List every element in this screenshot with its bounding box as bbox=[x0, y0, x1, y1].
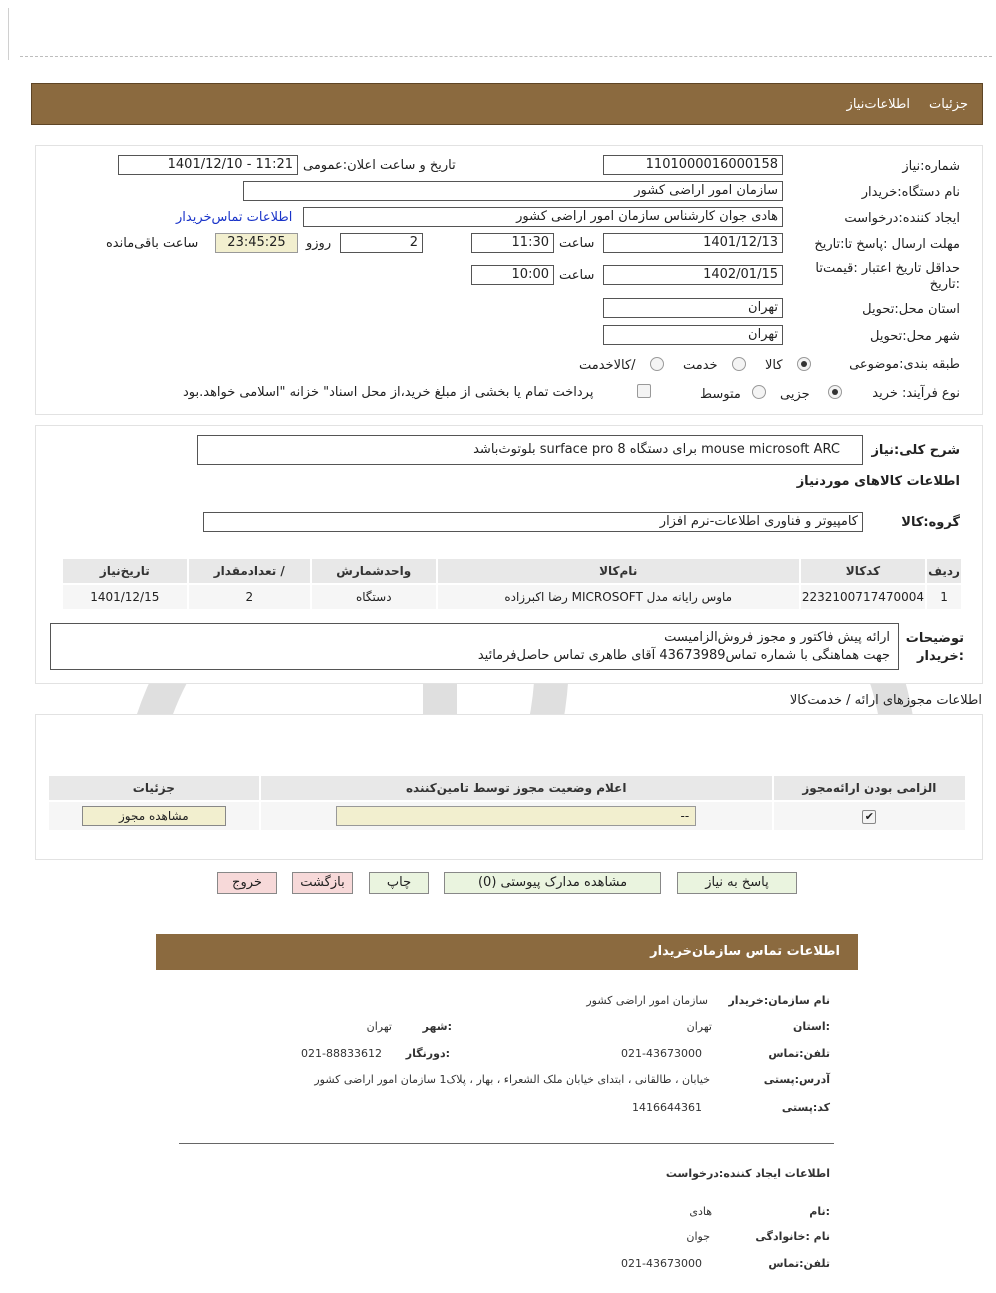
requester-label: ایجاد کننده:درخواست bbox=[844, 211, 960, 226]
cell-date: 1401/12/15 bbox=[62, 584, 188, 610]
category-goods-label: کالا bbox=[765, 358, 783, 373]
requester-field: هادی جوان کارشناس سازمان امور اراضی کشور bbox=[303, 207, 783, 227]
contact-org-label: نام سازمان:خریدار bbox=[728, 994, 830, 1007]
cell-permit-status bbox=[260, 801, 773, 831]
exit-button[interactable]: خروج bbox=[217, 872, 277, 894]
col-unit: واحدشمارش bbox=[311, 558, 437, 584]
process-partial-radio[interactable] bbox=[828, 385, 842, 399]
deadline-time-label: ساعت bbox=[559, 236, 595, 251]
buyer-org-label: نام دستگاه:خریدار bbox=[861, 185, 960, 200]
province-label: استان محل:تحویل bbox=[862, 302, 960, 317]
contact-divider bbox=[179, 1143, 834, 1144]
contact-city-label: :شهر bbox=[422, 1020, 452, 1033]
creator-family-label: نام :خانوادگی bbox=[755, 1230, 830, 1243]
col-row: ردیف bbox=[926, 558, 962, 584]
remaining-label: ساعت باقی‌مانده bbox=[106, 236, 199, 251]
buyer-contact-title: اطلاعات تماس سازمان‌خریدار bbox=[650, 944, 840, 959]
category-label: طبقه بندی:موضوعی bbox=[849, 357, 960, 372]
creator-phone-label: تلفن:تماس bbox=[768, 1257, 830, 1270]
goods-table bbox=[61, 557, 963, 611]
process-medium-radio[interactable] bbox=[752, 385, 766, 399]
deadline-time-field: 11:30 bbox=[471, 233, 554, 253]
cell-name: ماوس رایانه مدل MICROSOFT رضا اکبرزاده bbox=[437, 584, 800, 610]
contact-phone-value: 021-43673000 bbox=[621, 1047, 702, 1060]
print-button[interactable]: چاپ bbox=[369, 872, 429, 894]
cell-qty: 2 bbox=[188, 584, 311, 610]
treasury-payment-note: پرداخت تمام یا بخشی از مبلغ خرید،از محل اسناد" خزانه "اسلامی خواهد.بود bbox=[183, 385, 594, 400]
process-partial-label: جزیی bbox=[780, 387, 810, 402]
summary-field: mouse microsoft ARC برای دستگاه surface pro 8 بلوتوث‌باشد bbox=[197, 435, 863, 465]
announce-datetime-field: 1401/12/10 - 11:21 bbox=[118, 155, 298, 175]
category-goods-radio[interactable] bbox=[797, 357, 811, 371]
contact-address-label: آدرس:پستی bbox=[763, 1073, 830, 1086]
cell-permit-details bbox=[48, 801, 260, 831]
tab-need-info[interactable]: اطلاعات‌نیاز bbox=[846, 97, 910, 112]
contact-province-label: :استان bbox=[793, 1020, 830, 1033]
buyer-notes-box bbox=[50, 623, 899, 670]
table-row bbox=[62, 584, 962, 610]
cell-code: 2232100717470004 bbox=[800, 584, 926, 610]
city-label: شهر محل:تحویل bbox=[870, 329, 960, 344]
reply-button[interactable]: پاسخ به نیاز bbox=[677, 872, 797, 894]
price-validity-label: حداقل تاریخ اعتبار :قیمت‌تا :تاریخ bbox=[815, 261, 960, 292]
days-field: 2 bbox=[340, 233, 423, 253]
creator-phone-value: 021-43673000 bbox=[621, 1257, 702, 1270]
cell-unit: دستگاه bbox=[311, 584, 437, 610]
price-validity-time-field: 10:00 bbox=[471, 265, 554, 285]
goods-group-field: کامپیوتر و فناوری اطلاعات-نرم افزار bbox=[203, 512, 863, 532]
tab-details[interactable]: جزئیات bbox=[929, 97, 968, 112]
process-label: نوع فرآیند: خرید bbox=[872, 386, 960, 401]
buyer-org-field: سازمان امور اراضی کشور bbox=[243, 181, 783, 201]
col-date: تاریخ‌نیاز bbox=[62, 558, 188, 584]
city-field: تهران bbox=[603, 325, 783, 345]
permits-title: اطلاعات مجوزهای ارائه / خدمت‌کالا bbox=[789, 693, 982, 708]
need-number-label: شماره:نیاز bbox=[902, 159, 960, 174]
deadline-label: مهلت ارسال :پاسخ تا:تاریخ bbox=[814, 237, 960, 252]
creator-name-value: هادی bbox=[689, 1205, 712, 1218]
category-both-radio[interactable] bbox=[650, 357, 664, 371]
goods-info-title: اطلاعات کالاهای موردنیاز bbox=[796, 474, 960, 489]
view-permit-button[interactable]: مشاهده مجوز bbox=[82, 806, 226, 826]
category-both-label: /کالاخدمت bbox=[579, 358, 636, 373]
contact-org-value: سازمان امور اراضی کشور bbox=[586, 994, 708, 1007]
back-button[interactable]: بازگشت bbox=[292, 872, 353, 894]
col-permit-status: اعلام وضعیت مجوز توسط تامین‌کننده bbox=[260, 775, 773, 801]
contact-fax-label: :دورنگار bbox=[405, 1047, 450, 1060]
buyer-contact-header bbox=[156, 934, 858, 970]
col-qty: / تعدادمقدار bbox=[188, 558, 311, 584]
top-divider bbox=[20, 56, 992, 57]
contact-phone-label: تلفن:تماس bbox=[768, 1047, 830, 1060]
cell-row: 1 bbox=[926, 584, 962, 610]
contact-fax-value: 021-88833612 bbox=[301, 1047, 382, 1060]
contact-postal-label: کد:پستی bbox=[781, 1101, 830, 1114]
cell-permit-required bbox=[773, 801, 966, 831]
buyer-contact-link[interactable]: اطلاعات تماس‌خریدار bbox=[176, 210, 293, 225]
col-permit-required: الزامی بودن ارائه‌مجوز bbox=[773, 775, 966, 801]
price-validity-time-label: ساعت bbox=[559, 268, 595, 283]
col-name: نام‌کالا bbox=[437, 558, 800, 584]
deadline-date-field: 1401/12/13 bbox=[603, 233, 783, 253]
buyer-notes-line1: ارائه پیش فاکتور و مجوز فروش‌الزامیست bbox=[664, 630, 890, 645]
contact-city-value: تهران bbox=[366, 1020, 392, 1033]
contact-address-value: خیابان ، طالقانی ، ابتدای خیابان ملک الشعراء ، بهار ، پلاک1 سازمان امور اراضی کشور bbox=[314, 1073, 710, 1086]
category-service-label: خدمت bbox=[683, 358, 718, 373]
page-header-bar bbox=[31, 83, 983, 125]
contact-postal-value: 1416644361 bbox=[632, 1101, 702, 1114]
col-code: کدکالا bbox=[800, 558, 926, 584]
days-label: روزو bbox=[306, 236, 332, 251]
process-medium-label: متوسط bbox=[700, 387, 741, 402]
treasury-payment-checkbox[interactable] bbox=[637, 384, 651, 398]
col-permit-details: جزئیات bbox=[48, 775, 260, 801]
province-field: تهران bbox=[603, 298, 783, 318]
category-service-radio[interactable] bbox=[732, 357, 746, 371]
buyer-notes-line2: جهت هماهنگی با شماره تماس43673989 آقای طاهری تماس حاصل‌فرمائید bbox=[477, 648, 890, 663]
creator-name-label: :نام bbox=[809, 1205, 830, 1218]
creator-family-value: جوان bbox=[686, 1230, 710, 1243]
buyer-notes-label: توضیحات :خریدار bbox=[905, 631, 964, 664]
announce-label: تاریخ و ساعت اعلان:عمومی bbox=[303, 158, 456, 173]
table-row bbox=[48, 801, 966, 831]
left-edge-line bbox=[8, 8, 9, 60]
permits-table bbox=[47, 774, 967, 832]
contact-province-value: تهران bbox=[686, 1020, 712, 1033]
need-number-field: 1101000016000158 bbox=[603, 155, 783, 175]
view-attachments-button[interactable]: مشاهده مدارک پیوستی (0) bbox=[444, 872, 661, 894]
creator-title: اطلاعات ایجاد کننده:درخواست bbox=[665, 1167, 830, 1180]
summary-label: شرح کلی:نیاز bbox=[871, 443, 960, 458]
remaining-timer: 23:45:25 bbox=[215, 233, 298, 253]
permit-required-checkbox[interactable]: ✔ bbox=[862, 810, 876, 824]
permit-status-field: -- bbox=[336, 806, 696, 826]
goods-group-label: گروه:کالا bbox=[901, 515, 960, 530]
price-validity-date-field: 1402/01/15 bbox=[603, 265, 783, 285]
